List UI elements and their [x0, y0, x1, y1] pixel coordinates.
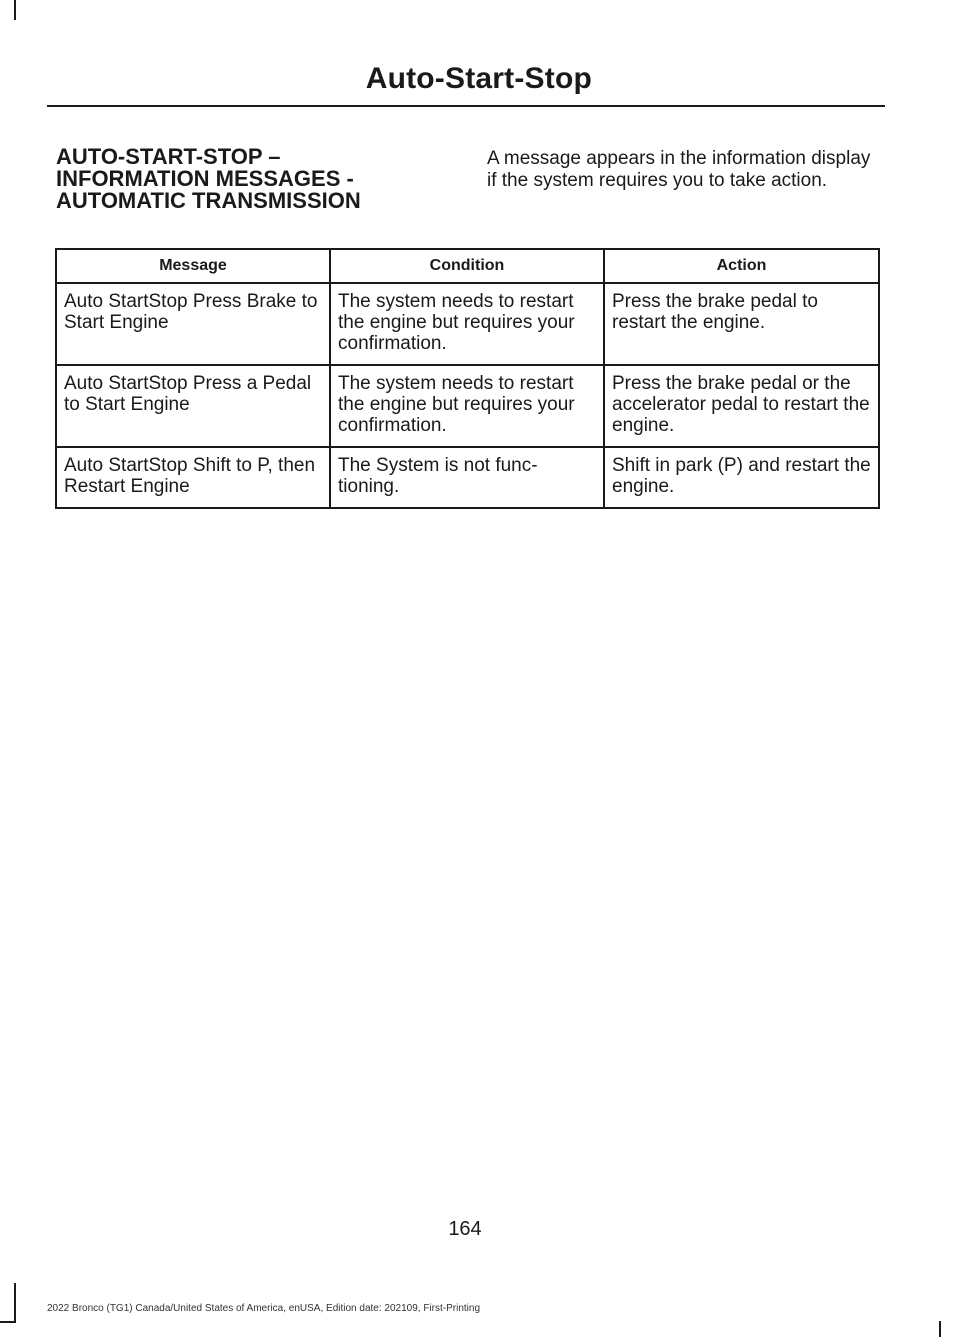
section-heading-line: INFORMATION MESSAGES -: [56, 166, 354, 191]
edition-footer: 2022 Bronco (TG1) Canada/United States of America, enUSA, Edition date: 202109, First-Printing: [47, 1303, 481, 1314]
table-header-row: [56, 249, 879, 283]
action-cell: Press the brake pedal to restart the engine.: [604, 283, 879, 365]
action-cell: Shift in park (P) and restart the engine.: [604, 447, 879, 508]
condition-cell: The System is not func-tioning.: [330, 447, 604, 508]
crop-mark-bottom-left: [14, 1283, 16, 1323]
page-header-title: Auto-Start-Stop: [365, 62, 592, 95]
message-cell: Auto StartStop Shift to P, then Restart Engine: [56, 447, 330, 508]
intro-paragraph: A message appears in the information display if the system requires you to take action.: [487, 148, 871, 191]
page-number: 164: [448, 1218, 482, 1240]
table-row: [56, 365, 879, 447]
column-header-message: Message: [56, 249, 330, 283]
header-divider: [47, 105, 885, 107]
section-heading-line: AUTOMATIC TRANSMISSION: [56, 188, 361, 213]
message-cell: Auto StartStop Press a Pedal to Start Engine: [56, 365, 330, 447]
condition-cell: The system needs to restart the engine but requires your confirmation.: [330, 365, 604, 447]
table-row: [56, 283, 879, 365]
condition-cell: The system needs to restart the engine but requires your confirmation.: [330, 283, 604, 365]
messages-table: [55, 248, 880, 509]
column-header-action: Action: [604, 249, 879, 283]
section-heading: [56, 146, 436, 212]
crop-mark-top-left: [14, 0, 16, 20]
column-header-condition: Condition: [330, 249, 604, 283]
table-row: [56, 447, 879, 508]
crop-mark-bottom-left-h: [0, 1321, 16, 1323]
section-heading-line: AUTO-START-STOP –: [56, 144, 281, 169]
crop-mark-bottom-right: [939, 1321, 941, 1337]
action-cell: Press the brake pedal or the accelerator pedal to restart the engine.: [604, 365, 879, 447]
message-cell: Auto StartStop Press Brake to Start Engine: [56, 283, 330, 365]
